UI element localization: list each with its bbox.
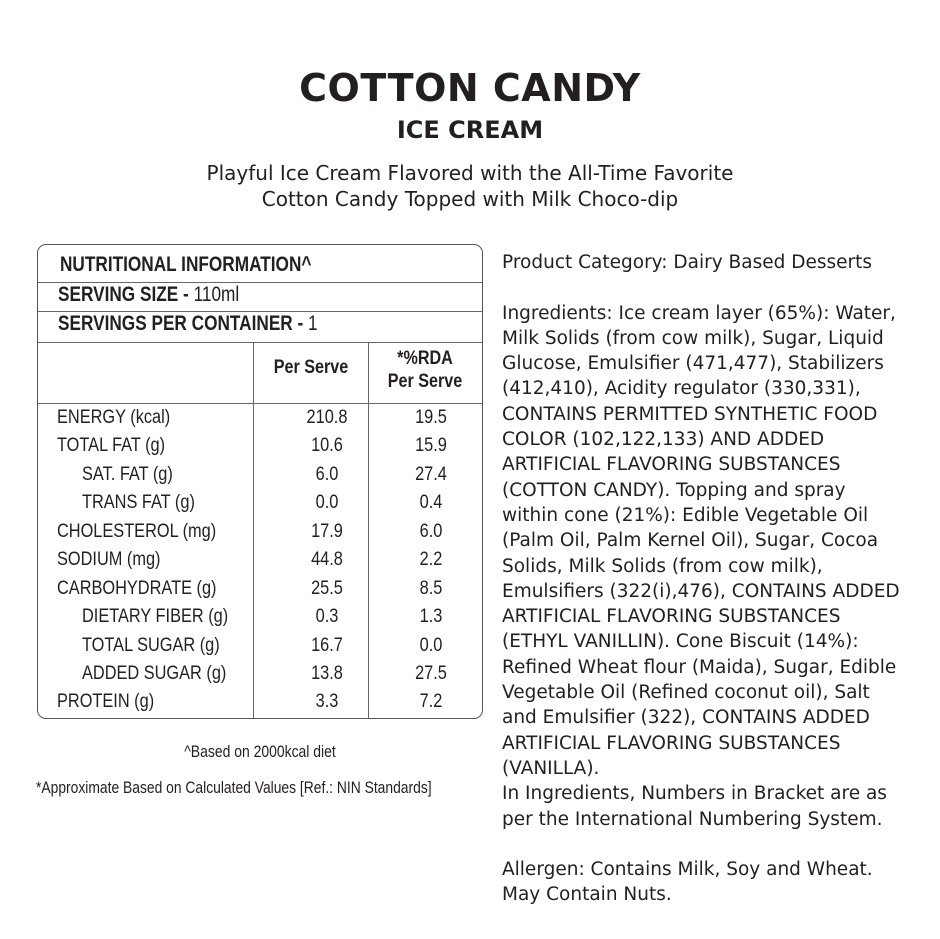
row-label: TOTAL FAT (g)	[57, 435, 166, 456]
row-label: SODIUM (mg)	[57, 549, 161, 570]
row-label: TOTAL SUGAR (g)	[82, 635, 220, 656]
serving-size-label: SERVING SIZE -	[58, 283, 189, 306]
ingredients-line: (COTTON CANDY). Topping and spray	[502, 479, 846, 501]
table-row	[38, 432, 484, 460]
row-per-serve: 6.0	[315, 464, 339, 485]
row-rda: 0.0	[419, 635, 443, 656]
row-rda: 6.0	[419, 521, 443, 542]
table-row	[38, 546, 484, 574]
table-row	[38, 575, 484, 603]
col-rda-line1: *%RDA	[397, 348, 453, 369]
row-rda: 27.5	[415, 663, 447, 684]
ingredients-line: (VANILLA).	[502, 757, 600, 779]
table-row	[38, 404, 484, 432]
ingredients-line: Glucose, Emulsifier (471,477), Stabilizers	[502, 353, 884, 375]
ingredients-line: within cone (21%): Edible Vegetable Oil	[502, 504, 869, 526]
nutrition-heading: NUTRITIONAL INFORMATION^	[60, 253, 312, 276]
row-per-serve: 44.8	[311, 549, 343, 570]
ingredients-line: ARTIFICIAL FLAVORING SUBSTANCES	[502, 454, 841, 476]
row-rda: 1.3	[419, 606, 443, 627]
row-rda: 19.5	[415, 407, 447, 428]
row-per-serve: 17.9	[311, 521, 343, 542]
row-label: ADDED SUGAR (g)	[82, 663, 227, 684]
row-label: DIETARY FIBER (g)	[82, 606, 229, 627]
table-row	[38, 603, 484, 631]
footnote-reference: *Approximate Based on Calculated Values [Ref.: NIN Standards]	[36, 778, 432, 797]
row-label: CHOLESTEROL (mg)	[57, 521, 217, 542]
product-category: Product Category: Dairy Based Desserts	[502, 252, 873, 273]
ingredients-line: Milk Solids (from cow milk), Sugar, Liquid	[502, 327, 884, 349]
footnote-rda-basis: ^Based on 2000kcal diet	[184, 742, 336, 761]
product-title: COTTON CANDY	[299, 66, 641, 110]
row-rda: 27.4	[415, 464, 447, 485]
ingredients-line: In Ingredients, Numbers in Bracket are as	[502, 783, 887, 805]
product-subtitle: ICE CREAM	[396, 116, 544, 144]
tagline-line: Cotton Candy Topped with Milk Choco-dip	[261, 187, 679, 211]
row-label: CARBOHYDRATE (g)	[57, 578, 217, 599]
row-per-serve: 3.3	[315, 691, 339, 712]
servings-value: 1	[308, 312, 318, 335]
allergen-line: May Contain Nuts.	[502, 884, 672, 906]
table-row	[38, 632, 484, 660]
product-details	[502, 250, 932, 908]
row-per-serve: 16.7	[311, 635, 343, 656]
allergen-info	[502, 857, 932, 908]
ingredients-line: Vegetable Oil (Refined coconut oil), Salt	[502, 682, 870, 704]
row-per-serve: 210.8	[306, 407, 348, 428]
col-rda	[377, 347, 472, 393]
row-per-serve: 0.0	[315, 492, 339, 513]
allergen-line: Allergen: Contains Milk, Soy and Wheat.	[502, 859, 873, 881]
ingredients-line: ARTIFICIAL FLAVORING SUBSTANCES	[502, 732, 841, 754]
ingredients-line: COLOR (102,122,133) AND ADDED	[502, 429, 825, 451]
row-rda: 15.9	[415, 435, 447, 456]
row-rda: 2.2	[419, 549, 443, 570]
ingredients-line: (412,410), Acidity regulator (330,331),	[502, 378, 861, 400]
tagline-line: Playful Ice Cream Flavored with the All-Time Favorite	[206, 161, 734, 185]
row-rda: 7.2	[419, 691, 443, 712]
ingredients-line: (Palm Oil, Palm Kernel Oil), Sugar, Cocoa	[502, 530, 879, 552]
ingredients-line: Emulsifiers (322(i),476), CONTAINS ADDED	[502, 580, 900, 602]
servings-label: SERVINGS PER CONTAINER -	[58, 312, 304, 335]
ingredients-line: Ingredients: Ice cream layer (65%): Water,	[502, 302, 896, 324]
ingredients-line: per the International Numbering System.	[502, 808, 883, 830]
row-label: ENERGY (kcal)	[57, 407, 171, 428]
serving-size	[58, 283, 239, 307]
serving-size-value: 110ml	[193, 283, 240, 306]
table-row	[38, 688, 484, 716]
table-row	[38, 461, 484, 489]
ingredients-line: and Emulsifier (322), CONTAINS ADDED	[502, 707, 870, 729]
row-rda: 8.5	[419, 578, 443, 599]
table-row	[38, 660, 484, 688]
ingredients-line: (ETHYL VANILLIN). Cone Biscuit (14%):	[502, 631, 859, 653]
ingredients	[502, 301, 932, 832]
col-rda-line2: Per Serve	[387, 371, 463, 392]
ingredients-line: ARTIFICIAL FLAVORING SUBSTANCES	[502, 606, 841, 628]
row-rda: 0.4	[419, 492, 443, 513]
ingredients-line: Solids, Milk Solids (from cow milk),	[502, 555, 823, 577]
row-per-serve: 10.6	[311, 435, 343, 456]
row-label: SAT. FAT (g)	[82, 464, 173, 485]
row-per-serve: 0.3	[315, 606, 339, 627]
col-per-serve: Per Serve	[273, 357, 349, 378]
ingredients-line: CONTAINS PERMITTED SYNTHETIC FOOD	[502, 403, 878, 425]
table-row	[38, 518, 484, 546]
ingredients-line: Refined Wheat flour (Maida), Sugar, Edible	[502, 656, 897, 678]
row-label: PROTEIN (g)	[57, 691, 155, 712]
nutrition-table	[37, 244, 483, 719]
table-row	[38, 489, 484, 517]
servings-per-container	[58, 312, 318, 336]
row-per-serve: 25.5	[311, 578, 343, 599]
product-tagline	[0, 160, 940, 212]
row-label: TRANS FAT (g)	[82, 492, 195, 513]
row-per-serve: 13.8	[311, 663, 343, 684]
